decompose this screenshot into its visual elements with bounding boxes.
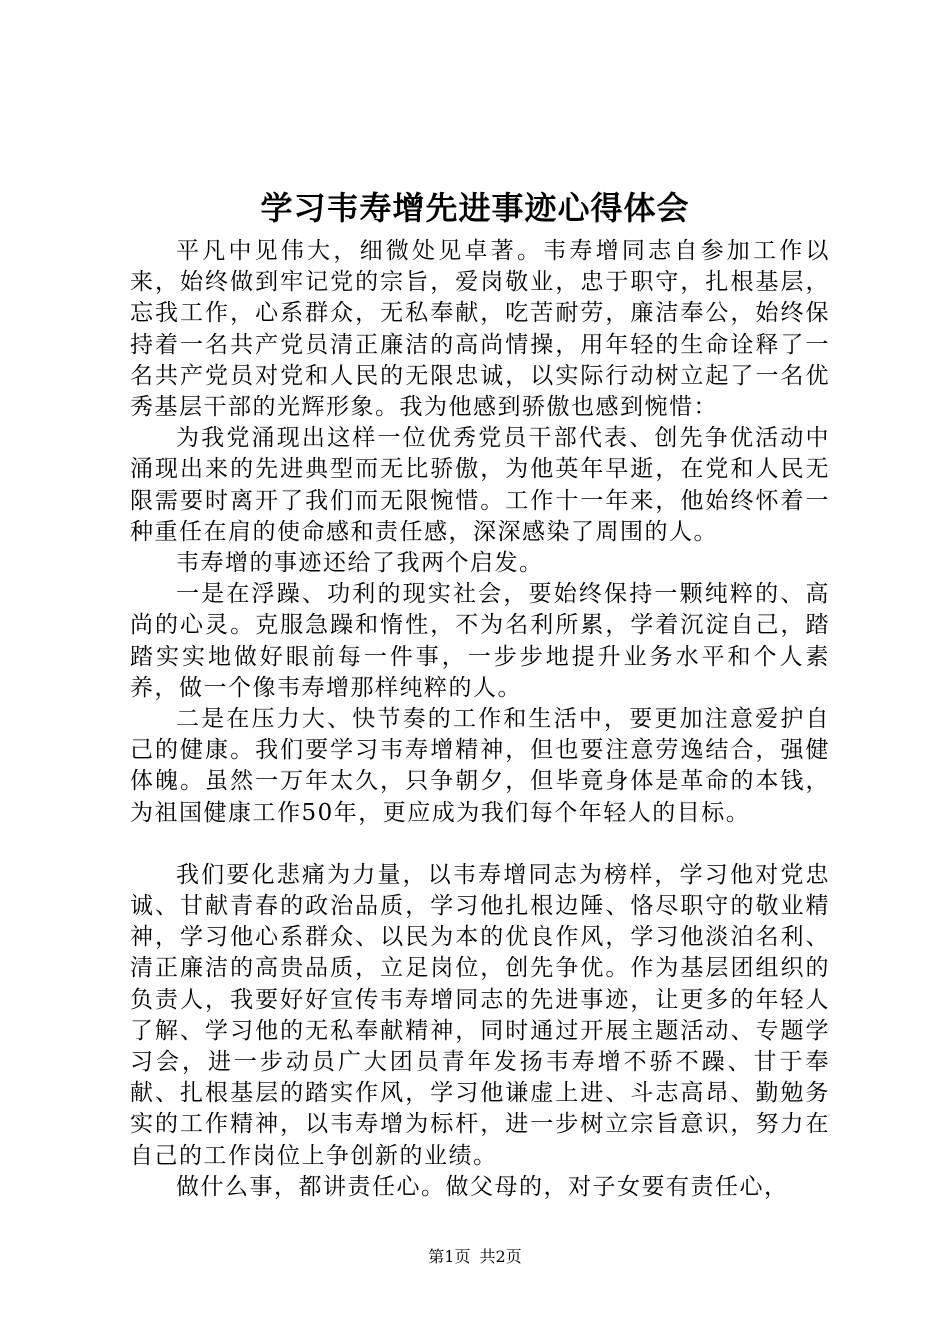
page-number: 第1页 <box>428 1247 471 1266</box>
page-total: 共2页 <box>479 1247 522 1266</box>
document-body <box>130 236 830 1203</box>
paragraph-spacer <box>130 829 830 860</box>
paragraph: 我们要化悲痛为力量，以韦寿增同志为榜样，学习他对党忠诚、甘献青春的政治品质，学习他扎根边陲、恪尽职守的敬业精神，学习他心系群众、以民为本的优良作风，学习他淡泊名利、清正廉洁的高贵品质，立足岗位，创先争优。作为基层团组织的负责人，我要好好宣传韦寿增同志的先进事迹，让更多的年轻人了解、学习他的无私奉献精神，同时通过开展主题活动、专题学习会，进一步动员广大团员青年发扬韦寿增不骄不躁、甘于奉献、扎根基层的踏实作风，学习他谦虚上进、斗志高昂、勤勉务实的工作精神，以韦寿增为标杆，进一步树立宗旨意识，努力在自己的工作岗位上争创新的业绩。 <box>130 861 830 1169</box>
document-title: 学习韦寿增先进事迹心得体会 <box>260 189 690 227</box>
paragraph: 一是在浮躁、功利的现实社会，要始终保持一颗纯粹的、高尚的心灵。克服急躁和惰性，不为名利所累，学着沉淀自己，踏踏实实地做好眼前每一件事，一步步地提升业务水平和个人素养，做一个像韦寿增那样纯粹的人。 <box>130 581 830 701</box>
paragraph: 为我党涌现出这样一位优秀党员干部代表、创先争优活动中涌现出来的先进典型而无比骄傲，为他英年早逝，在党和人民无限需要时离开了我们而无限惋惜。工作十一年来，他始终怀着一种重任在肩的使命感和责任感，深深感染了周围的人。 <box>130 425 830 545</box>
paragraph: 韦寿增的事迹还给了我两个启发。 <box>176 550 544 577</box>
page-footer <box>0 1247 950 1267</box>
paragraph: 平凡中见伟大，细微处见卓著。韦寿增同志自参加工作以来，始终做到牢记党的宗旨，爱岗敬业，忠于职守，扎根基层，忘我工作，心系群众，无私奉献，吃苦耐劳，廉洁奉公，始终保持着一名共产党员清正廉洁的高尚情操，用年轻的生命诠释了一名共产党员对党和人民的无限忠诚，以实际行动树立起了一名优秀基层干部的光辉形象。我为他感到骄傲也感到惋惜： <box>130 238 830 421</box>
paragraph: 做什么事，都讲责任心。做父母的，对子女要有责任心， <box>176 1173 789 1200</box>
paragraph: 二是在压力大、快节奏的工作和生活中，要更加注意爱护自己的健康。我们要学习韦寿增精神，但也要注意劳逸结合，强健体魄。虽然一万年太久，只争朝夕，但毕竟身体是革命的本钱，为祖国健康工作50年，更应成为我们每个年轻人的目标。 <box>130 706 830 826</box>
